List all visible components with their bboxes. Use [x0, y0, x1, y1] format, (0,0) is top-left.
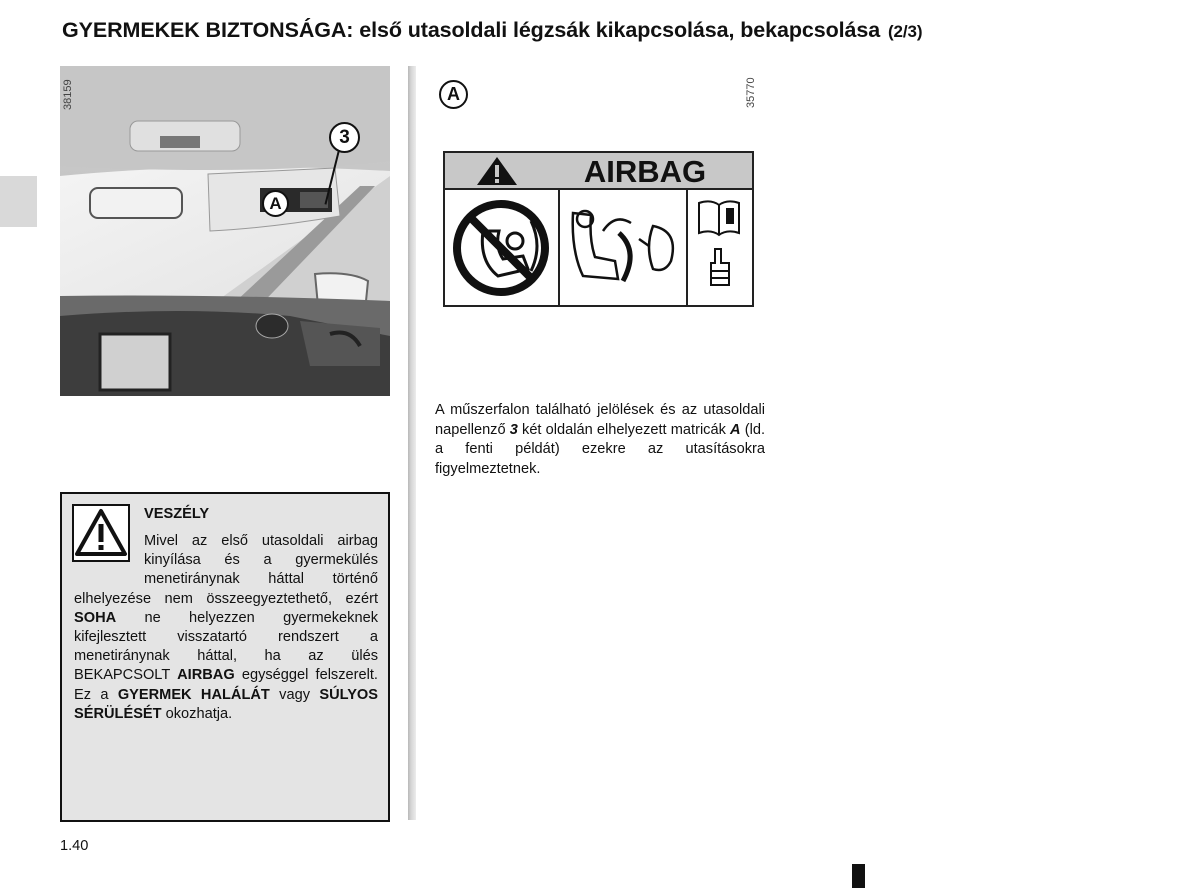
section-tab — [0, 176, 37, 227]
page-title: GYERMEKEK BIZTONSÁGA: első utasoldali légzsák kikapcsolása, bekapcsolása (2/3) — [62, 18, 923, 42]
interior-photo — [60, 66, 390, 396]
photo-callout-a: A — [262, 190, 289, 217]
column-divider — [408, 66, 416, 820]
page-mark — [852, 864, 865, 888]
danger-box — [60, 492, 390, 822]
page-title-part: (2/3) — [887, 22, 923, 41]
ref-a: A — [730, 421, 741, 438]
photo-callout-3: 3 — [329, 122, 360, 153]
danger-text: Mivel az első utasoldali airbag kinyílása és a gyermekülés menetiránynak háttal történő elhelyezése nem összeegyeztethető, ezért SOHA ne helyezzen gyermekeknek kifejlesztett visszatartó rendszert a menetiránynak háttal, ha az ülés BEKAPCSOLT AIRBAG egységgel felszerelt. Ez a GYERMEK HALÁLÁT vagy SÚLYOS SÉRÜLÉSÉT okozhatja. — [74, 533, 379, 722]
figure-caption: A műszerfalon található jelölések és az utasoldali napellenző 3 két oldalán elhelyezett matricák A (ld. a fenti példát) ezekre az utasításokra figyelmeztetnek. — [435, 402, 766, 477]
danger-title: VESZÉLY — [144, 506, 210, 522]
page-number: 1.40 — [60, 838, 89, 854]
figure-letter-a: A — [439, 80, 468, 109]
figure-code: 35770 — [745, 77, 757, 108]
ref-3: 3 — [509, 421, 518, 438]
airbag-sticker — [443, 151, 754, 312]
no-rear-facing-child-seat-icon — [457, 204, 545, 292]
photo-code: 38159 — [62, 79, 74, 110]
sticker-airbag-text: AIRBAG — [583, 154, 707, 189]
